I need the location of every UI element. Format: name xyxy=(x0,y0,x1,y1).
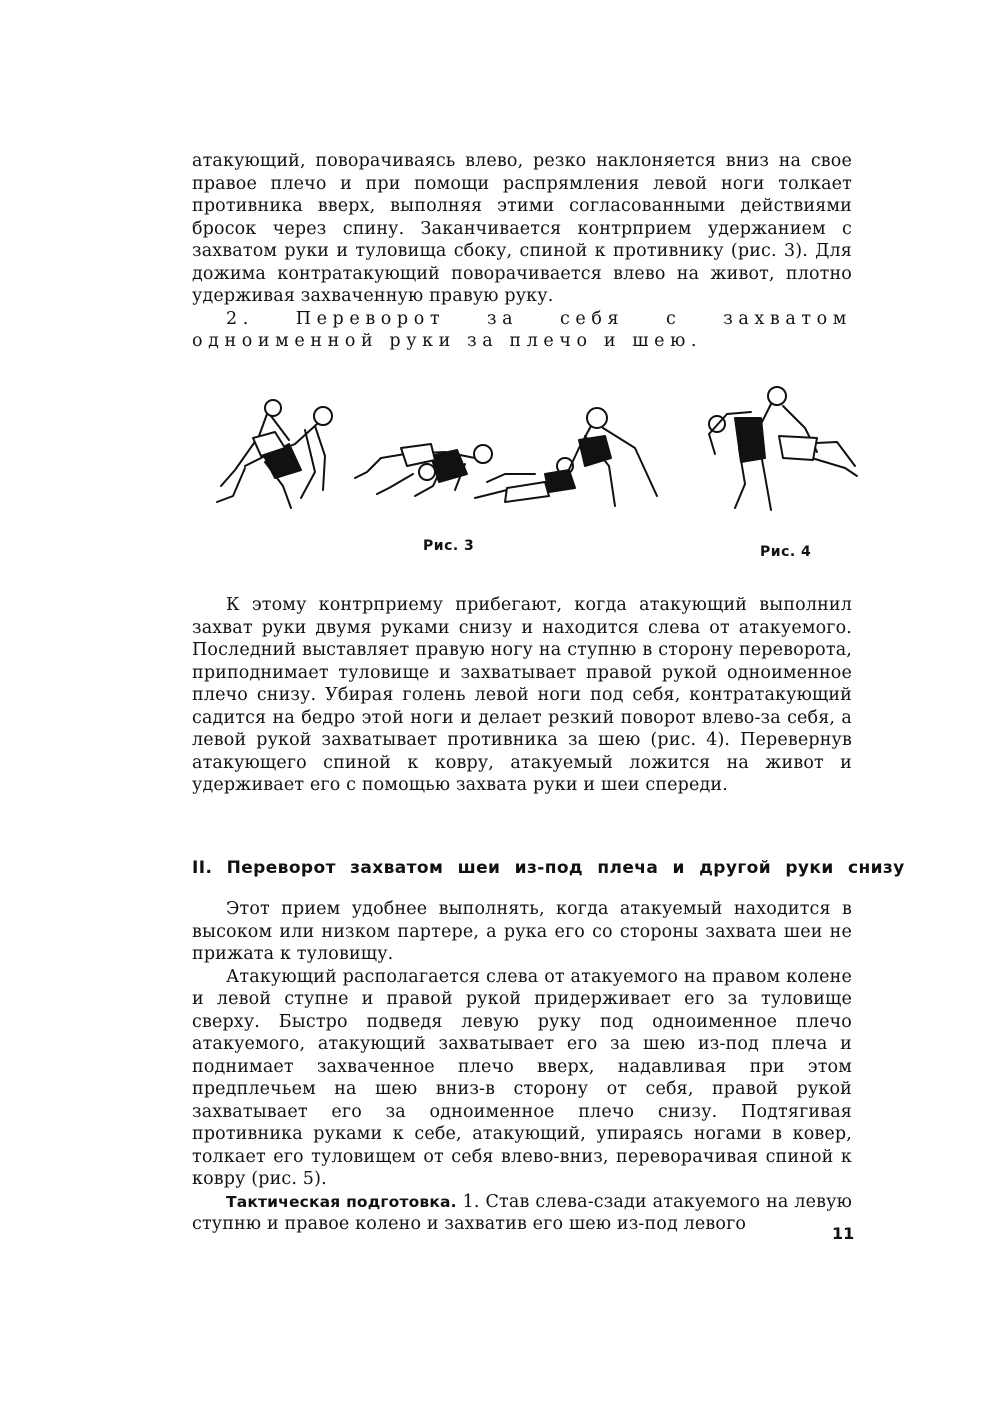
top-paragraph: атакующий, поворачиваясь влево, резко наклоняется вниз на свое правое плечо и при помощи распрямления левой ноги толкает противника вверх, выполняя этими согласованными действиями бросок через спину. Заканчивается контрприем удержанием с захватом руки и туловища сбоку, спиной к противнику (рис. 3). Для дожима контратакующий поворачивается влево на живот, плотно удерживая захваченную правую руку. xyxy=(192,151,852,306)
top-text-block xyxy=(192,150,852,353)
page-number: 11 xyxy=(832,1224,855,1243)
wrestling-illustration xyxy=(205,378,865,538)
paragraph-2: Атакующий располагается слева от атакуемого на правом колене и левой ступне и правой рукой придерживает его за туловище сверху. Быстро подведя левую руку под одноименное плечо атакуемого, атакующий захватывает его за шею из-под плеча и поднимает захваченное плечо вверх, надавливая при этом предплечьем на шею вниз-в сторону от себя, правой рукой захватывает его за одноименное плечо снизу. Подтягивая противника руками к себе, атакующий, упираясь ногами в ковер, толкает его туловищем от себя влево-вниз, переворачивая спиной к ковру (рис. 5). xyxy=(192,966,852,1189)
bottom-text-block xyxy=(192,898,852,1236)
figure-4-caption: Рис. 4 xyxy=(760,544,812,560)
figures-3-4 xyxy=(205,378,865,578)
section-heading: II. Переворот захватом шеи из-под плеча и другой руки снизу xyxy=(192,858,905,878)
middle-paragraph: К этому контрприему прибегают, когда атакующий выполнил захват руки двумя руками снизу и находится слева от атакуемого. Последний выставляет правую ногу на ступню в сторону переворота, приподнимает туловище и захватывает правой рукой одноименное плечо снизу. Убирая голень левой ноги под себя, контратакующий садится на бедро этой ноги и делает резкий поворот влево-за себя, а левой рукой захватывает противника за шею (рис. 4). Перевернув атакующего спиной к ковру, атакуемый ложится на живот и удерживает его с помощью захвата руки и шеи спереди. xyxy=(192,595,852,795)
figure-3-caption: Рис. 3 xyxy=(423,538,475,554)
fig3-pair-3 xyxy=(475,408,657,506)
middle-text-block xyxy=(192,594,852,797)
fig3-pair-2 xyxy=(355,444,492,496)
tactical-prep-lead: Тактическая подготовка. xyxy=(226,1192,457,1211)
fig3-pair-1 xyxy=(217,400,332,508)
subheading-method-2: 2. Переворот за себя с захватом одноименной руки за плечо и шею. xyxy=(192,308,852,351)
paragraph-3-text: 1. Став слева-сзади атакуемого на левую ступню и правое колено и захватив его шею из-под левого xyxy=(192,1191,852,1234)
fig4-pair xyxy=(709,387,857,510)
paragraph-3 xyxy=(192,1191,852,1236)
paragraph-1: Этот прием удобнее выполнять, когда атакуемый находится в высоком или низком партере, а рука его со стороны захвата шеи не прижата к туловищу. xyxy=(192,899,852,964)
